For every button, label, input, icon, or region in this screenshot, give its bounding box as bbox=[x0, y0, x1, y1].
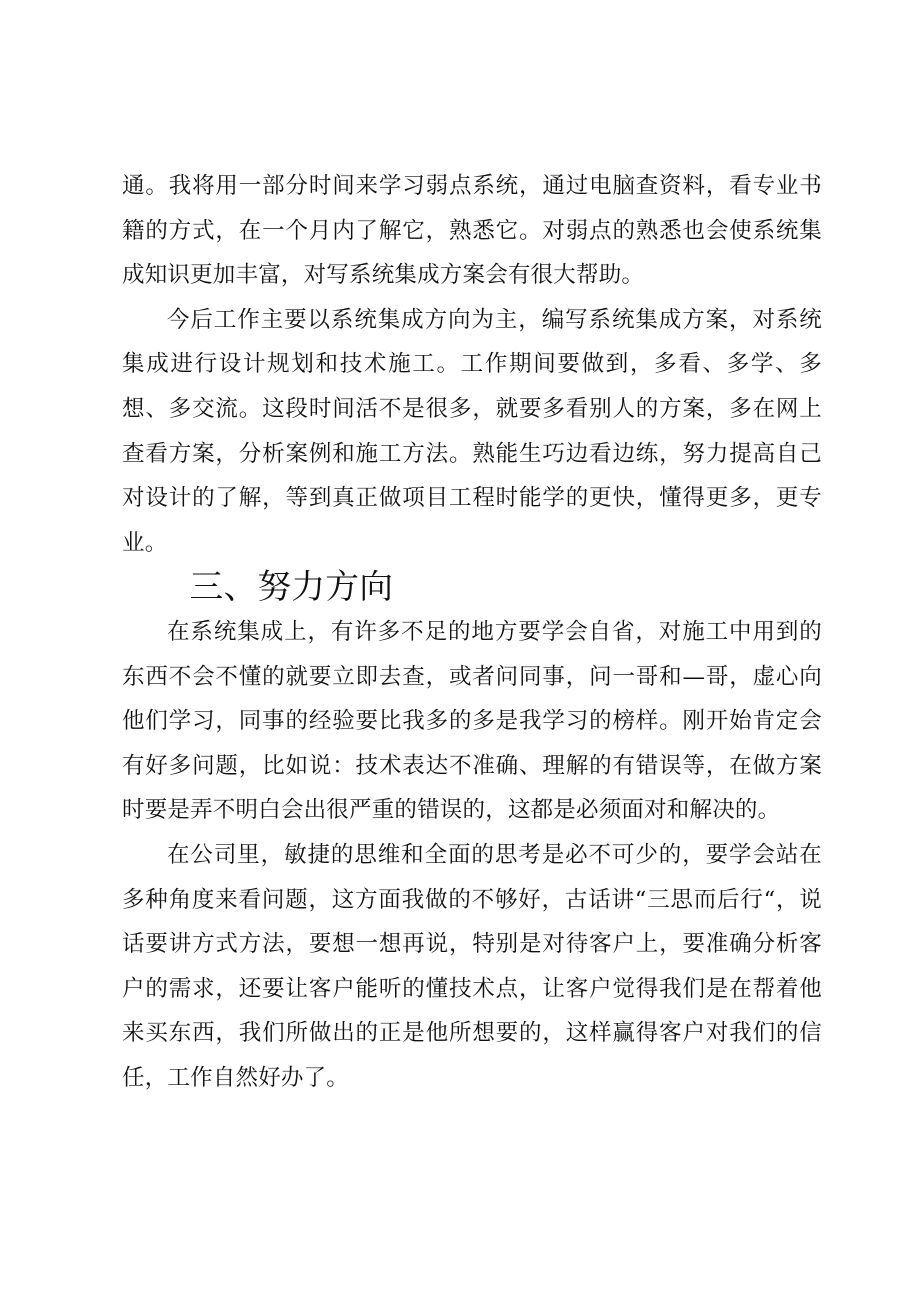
paragraph-system-integration: 在系统集成上，有许多不足的地方要学会自省，对施工中用到的东西不会不懂的就要立即去查，或者问同事，问一哥和—哥，虚心向他们学习，同事的经验要比我多的多是我学习的榜样。刚开始肯定会有好多问题，比如说：技术表达不准确、理解的有错误等，在做方案时要是弄不明白会出很严重的错误的，这都是必须面对和解决的。 bbox=[122, 618, 822, 824]
paragraph-company-thinking: 在公司里，敏捷的思维和全面的思考是必不可少的，要学会站在多种角度来看问题，这方面我做的不够好，古话讲“三思而后行“，说话要讲方式方法，要想一想再说，特别是对待客户上，要准确分析客户的需求，还要让客户能听的懂技术点，让客户觉得我们是在帮着他来买东西，我们所做出的正是他所想要的，这样赢得客户对我们的信任，工作自然好办了。 bbox=[122, 841, 822, 1091]
paragraph-work-focus: 今后工作主要以系统集成方向为主，编写系统集成方案，对系统集成进行设计规划和技术施工。工作期间要做到，多看、多学、多想、多交流。这段时间活不是很多，就要多看别人的方案，多在网上查看方案，分析案例和施工方法。熟能生巧边看边练，努力提高自己对设计的了解，等到真正做项目工程时能学的更快，懂得更多，更专业。 bbox=[122, 306, 822, 556]
section-heading: 三、努力方向 bbox=[189, 567, 394, 607]
paragraph-continuation: 通。我将用一部分时间来学习弱点系统，通过电脑查资料，看专业书籍的方式，在一个月内了解它，熟悉它。对弱点的熟悉也会使系统集成知识更加丰富，对写系统集成方案会有很大帮助。 bbox=[122, 173, 822, 289]
document-body bbox=[122, 164, 822, 1100]
